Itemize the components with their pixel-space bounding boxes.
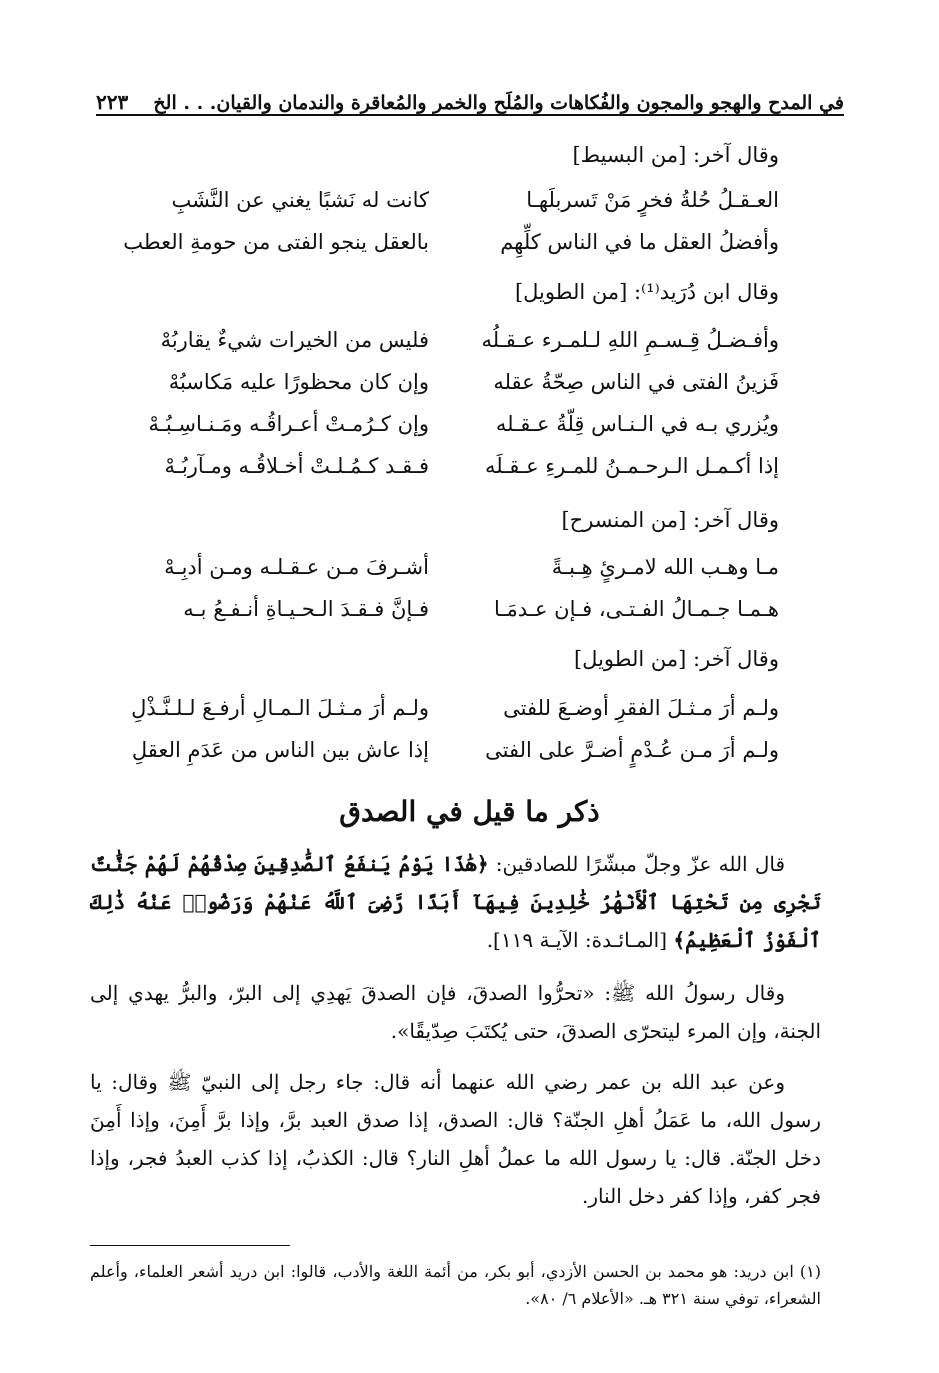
paragraph-text: وعن عبد الله بن عمر رضي الله عنهما أنه قال: جاء رجل إلى النبيّ ﷺ وقال: يا رسول الله، ما عَمَلُ أهلِ الجنّة؟ قال: الصدق، إذا صدق العبد برَّ، وإذا برَّ أَمِنَ، وإذا أَمِنَ دخل الجنّة. قال: يا رسول الله ما عملُ أهلِ النار؟ قال: الكذبُ، إذا كذب العبدُ فجر، وإذا فجر كفر، وإذا كفر دخل النار. (90, 1070, 821, 1208)
verse-first-hemistich: مـا وهـب الله لامـرئٍ هِـبـةً (551, 555, 779, 579)
verse-second-hemistich: ولـم أرَ مـثـلَ الـمـالِ أرفـعَ لـلـنَّـذْلِ (131, 696, 429, 720)
footnote: (١) ابن دريد: هو محمد بن الحسن الأزدي، أبو بكر، من أئمة اللغة والأدب، قالوا: ابن دريد أشعر العلماء، وأعلم الشعراء، توفي سنة ٣٢١ هـ. «الأعلام ٦/ ٨٠». (90, 1262, 821, 1308)
verse-second-hemistich: كانت له نَشبًا يغني عن النَّشَبِ (171, 188, 429, 212)
poem-intro: وقال ابن دُرَيد⁽¹⁾: [من الطويل] (514, 280, 779, 304)
verse-first-hemistich: وأفضلُ العقل ما في الناس كلِّهِم (500, 230, 779, 254)
verse-first-hemistich: وأفـضـلُ قِـسـمِ اللهِ لـلمـرء عـقـلُه (481, 328, 779, 352)
verse-second-hemistich: وإن كـرُمـتْ أعـراقُـه ومَـنـاسِـبُـهْ (148, 412, 429, 436)
paragraph-text: وقال رسولُ الله ﷺ: «تحرُّوا الصدقَ، فإن الصدقَ يَهدِي إلى البرّ، والبرُّ يهدي إلى الجنة، وإن المرء ليتحرّى الصدقَ، حتى يُكتَبَ صِدّيقًا». (90, 981, 821, 1043)
poem-intro: وقال آخر: [من البسيط] (572, 143, 779, 167)
poem-intro: وقال آخر: [من الطويل] (573, 647, 779, 671)
verse-line (140, 188, 779, 222)
poem-intro: وقال آخر: [من المنسرح] (561, 508, 779, 532)
verse-first-hemistich: ولـم أرَ مـثـلَ الفقرِ أوضـعَ للفتى (503, 696, 779, 720)
verse-line (140, 412, 779, 446)
header-title: في المدح والهجو والمجون والفُكاهات والمُلَح والخمر والمُعاقرة والندمان والقيان. . . الخ (153, 92, 844, 114)
verse-first-hemistich: هـمـا جـمـالُ الفـتـى، فـإن عـدمَـا (494, 597, 779, 621)
verse-line (140, 597, 779, 631)
verse-second-hemistich: بالعقل ينجو الفتى من حومةِ العطب (123, 230, 429, 254)
footnote-rule (90, 1245, 290, 1246)
section-title: ذكر ما قيل في الصدق (339, 795, 600, 828)
verse-line (131, 696, 779, 730)
verse-first-hemistich: العـقـلُ حُلةُ فخرٍ مَنْ تَسربلَهـا (526, 188, 779, 212)
paragraph (90, 1063, 821, 1215)
verse-first-hemistich: إذا أكـمـل الـرحـمـنُ للمـرءِ عـقـلَه (484, 454, 779, 478)
page-number: ٢٢٣ (96, 90, 129, 114)
quran-verse: ﴿هَٰذَا يَوْمُ يَنفَعُ ٱلصَّٰدِقِينَ صِدْقُهُمْ لَهُمْ جَنَّٰتٌ تَجْرِى مِن تَحْتِهَا ٱلْأَنْهَٰرُ خَٰلِدِينَ فِيهَآ أَبَدًا رَّضِىَ ٱللَّهُ عَنْهُمْ وَرَضُوا۟ عَنْهُ ذَٰلِكَ ٱلْفَوْزُ ٱلْعَظِيمُ﴾ (90, 852, 821, 952)
paragraph-tail: [المـائـدة: الآيـة ١١٩]. (486, 928, 674, 952)
verse-first-hemistich: فَزينُ الفتى في الناس صِحّةُ عقله (493, 370, 779, 394)
verse-line (140, 328, 779, 362)
paragraph-lead: قال الله عزّ وجلّ مبشّرًا للصادقين: (488, 852, 786, 876)
verse-second-hemistich: فـقـد كـمُـلـتْ أخـلاقُـه ومـآربُـهْ (164, 454, 429, 478)
verse-second-hemistich: أشـرفَ مـن عـقـلـه ومـن أدبِـهْ (164, 555, 429, 579)
verse-first-hemistich: ولـم أرَ مـن عُـدْمٍ أضـرَّ على الفتى (485, 738, 779, 762)
verse-second-hemistich: وإن كان محظورًا عليه مَكاسبُهْ (168, 370, 429, 394)
header-rule (96, 114, 844, 116)
verse-line (123, 230, 779, 264)
paragraph (90, 845, 821, 959)
verse-second-hemistich: فـإنَّ فـقـدَ الـحـيـاةِ أنـفـعُ بـه (183, 597, 429, 621)
verse-line (140, 370, 779, 404)
verse-line (140, 555, 779, 589)
paragraph (90, 974, 821, 1050)
verse-line (140, 454, 779, 488)
running-header (96, 70, 844, 114)
verse-second-hemistich: فليس من الخيرات شيءٌ يقاربُهْ (160, 328, 429, 352)
verse-line (131, 738, 779, 772)
verse-first-hemistich: ويُزري بـه في الـنـاس قِلّةُ عـقـله (495, 412, 779, 436)
verse-second-hemistich: إذا عاش بين الناس من عَدَمِ العقلِ (131, 738, 429, 762)
